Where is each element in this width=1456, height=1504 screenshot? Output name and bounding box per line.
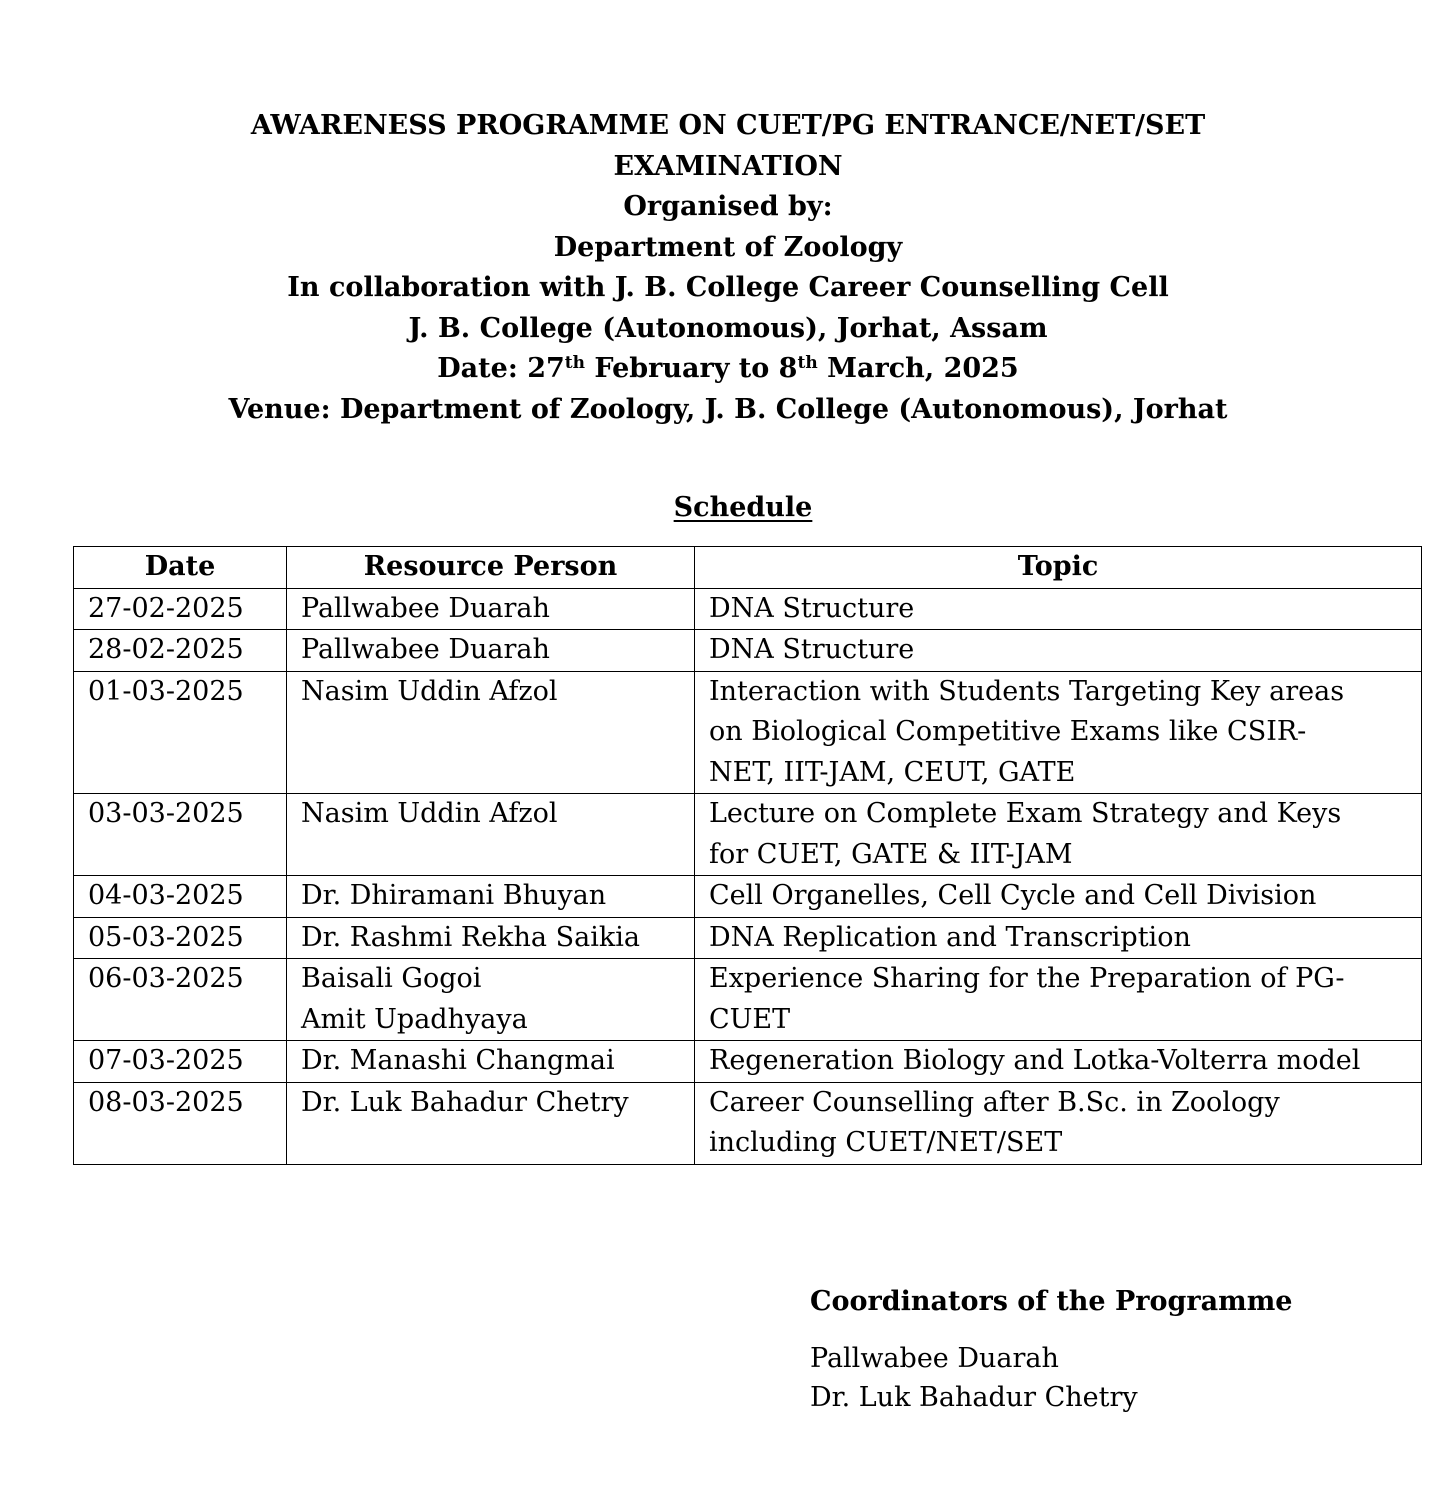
- resource-person-name: Amit Upadhyaya: [301, 1003, 528, 1035]
- cell-topic: [695, 588, 1422, 630]
- cell-topic: [695, 876, 1422, 918]
- resource-person-name: Pallwabee Duarah: [301, 634, 550, 665]
- department-name: Department of Zoology: [553, 231, 903, 263]
- table-row: [74, 1041, 1422, 1083]
- coordinator-name: Dr. Luk Bahadur Chetry: [810, 1381, 1138, 1413]
- resource-person-name: Baisali Gogoi: [301, 963, 482, 994]
- programme-venue: Venue: Department of Zoology, J. B. College (Autonomous), Jorhat: [228, 393, 1228, 425]
- cell-date: 08-03-2025: [74, 1082, 287, 1164]
- cell-topic: [695, 671, 1422, 794]
- cell-resource-person: [287, 1082, 695, 1164]
- topic-line: Cell Organelles, Cell Cycle and Cell Division: [709, 880, 1317, 911]
- cell-resource-person: [287, 671, 695, 794]
- topic-line: DNA Replication and Transcription: [709, 921, 1191, 953]
- resource-person-name: Nasim Uddin Afzol: [301, 675, 558, 707]
- cell-date: 06-03-2025: [74, 959, 287, 1041]
- cell-date: 04-03-2025: [74, 876, 287, 918]
- programme-date: [0, 349, 1456, 390]
- cell-resource-person: [287, 917, 695, 959]
- coordinators-section: [810, 1282, 1292, 1417]
- coordinator-name: Pallwabee Duarah: [810, 1343, 1059, 1374]
- programme-header: [0, 106, 1456, 430]
- coordinators-title: Coordinators of the Programme: [810, 1286, 1293, 1317]
- topic-line: on Biological Competitive Exams like CSIR-: [709, 716, 1307, 747]
- resource-person-name: Dr. Rashmi Rekha Saikia: [301, 921, 640, 953]
- table-row: [74, 630, 1422, 672]
- table-row: [74, 917, 1422, 959]
- cell-resource-person: [287, 959, 695, 1041]
- topic-line: NET, IIT-JAM, CEUT, GATE: [709, 756, 1076, 788]
- cell-date: 05-03-2025: [74, 917, 287, 959]
- table-row: [74, 588, 1422, 630]
- resource-person-name: Dr. Dhiramani Bhuyan: [301, 880, 607, 911]
- date-sup-start: th: [564, 353, 585, 373]
- cell-topic: [695, 917, 1422, 959]
- column-header-resource-person: Resource Person: [287, 547, 695, 589]
- cell-topic: [695, 959, 1422, 1041]
- topic-line: Regeneration Biology and Lotka-Volterra model: [709, 1045, 1361, 1076]
- topic-line: Experience Sharing for the Preparation of PG-: [709, 963, 1345, 994]
- programme-title-line1: AWARENESS PROGRAMME ON CUET/PG ENTRANCE/NET/SET: [250, 110, 1206, 141]
- topic-line: CUET: [709, 1003, 791, 1035]
- college-name: J. B. College (Autonomous), Jorhat, Assam: [408, 312, 1048, 344]
- cell-date: 27-02-2025: [74, 588, 287, 630]
- table-row: [74, 1082, 1422, 1164]
- cell-resource-person: [287, 630, 695, 672]
- cell-topic: [695, 630, 1422, 672]
- programme-title-line2: EXAMINATION: [613, 150, 843, 182]
- cell-date: 28-02-2025: [74, 630, 287, 672]
- schedule-heading: Schedule: [673, 492, 813, 523]
- topic-line: Lecture on Complete Exam Strategy and Keys: [709, 798, 1342, 829]
- cell-topic: [695, 794, 1422, 876]
- cell-resource-person: [287, 794, 695, 876]
- topic-line: Interaction with Students Targeting Key areas: [709, 675, 1345, 707]
- column-header-date: Date: [74, 547, 287, 589]
- resource-person-name: Dr. Manashi Changmai: [301, 1045, 615, 1076]
- topic-line: including CUET/NET/SET: [709, 1127, 1063, 1158]
- topic-line: for CUET, GATE & IIT-JAM: [709, 838, 1073, 870]
- schedule-rows: [74, 588, 1422, 1164]
- date-sup-end: th: [797, 353, 818, 373]
- cell-date: 07-03-2025: [74, 1041, 287, 1083]
- resource-person-name: Nasim Uddin Afzol: [301, 798, 558, 829]
- cell-topic: [695, 1041, 1422, 1083]
- cell-resource-person: [287, 1041, 695, 1083]
- cell-topic: [695, 1082, 1422, 1164]
- collaboration-line: In collaboration with J. B. College Career Counselling Cell: [287, 272, 1169, 303]
- cell-date: 01-03-2025: [74, 671, 287, 794]
- cell-resource-person: [287, 876, 695, 918]
- resource-person-name: Pallwabee Duarah: [301, 592, 550, 624]
- topic-line: DNA Structure: [709, 634, 915, 665]
- date-prefix: Date: 27: [437, 353, 565, 384]
- cell-date: 03-03-2025: [74, 794, 287, 876]
- column-header-topic: Topic: [695, 547, 1422, 589]
- organised-by-label: Organised by:: [623, 191, 833, 222]
- table-row: [74, 876, 1422, 918]
- resource-person-name: Dr. Luk Bahadur Chetry: [301, 1086, 629, 1118]
- cell-resource-person: [287, 588, 695, 630]
- date-suffix: March, 2025: [817, 353, 1019, 384]
- table-row: [74, 671, 1422, 794]
- date-middle: February to 8: [584, 353, 798, 384]
- table-row: [74, 794, 1422, 876]
- topic-line: Career Counselling after B.Sc. in Zoology: [709, 1086, 1280, 1118]
- topic-line: DNA Structure: [709, 592, 915, 624]
- table-row: [74, 959, 1422, 1041]
- table-header-row: [74, 547, 1422, 589]
- schedule-table: [73, 546, 1422, 1165]
